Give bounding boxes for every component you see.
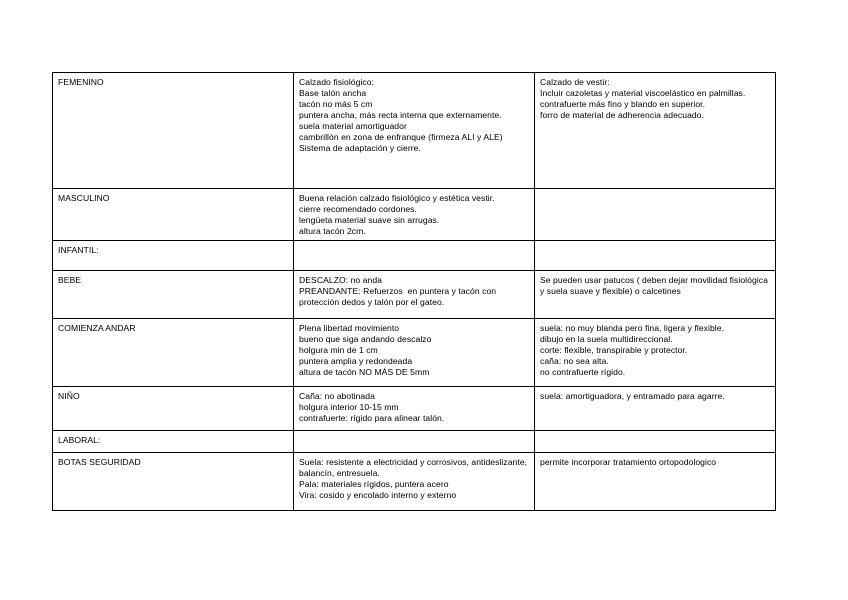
footwear-notes-cell	[535, 453, 776, 511]
category-label: NIÑO	[58, 391, 80, 401]
cell-text-line: Vira: cosido y encolado interno y externo	[299, 490, 457, 500]
cell-text-line: contrafuerte: rígido para alinear talón.	[299, 413, 445, 423]
cell-text-line: Buena relación calzado fisiológico y estética vestir.	[299, 193, 495, 203]
category-cell	[53, 453, 294, 511]
cell-text-line: contrafuerte más fino y blando en superior.	[540, 99, 706, 109]
table-body	[53, 73, 776, 511]
table-row	[53, 271, 776, 319]
category-cell	[53, 271, 294, 319]
category-cell	[53, 431, 294, 453]
footwear-notes-cell	[535, 73, 776, 189]
cell-text-line: Caña: no abotinada	[299, 391, 375, 401]
footwear-features-cell	[294, 271, 535, 319]
category-cell	[53, 387, 294, 431]
cell-text-line: forro de material de adherencia adecuado.	[540, 110, 705, 120]
cell-text-line: no contrafuerte rígido.	[540, 367, 626, 377]
category-label: FEMENINO	[58, 77, 104, 87]
cell-text-line: altura de tacón NO MÁS DE 5mm	[299, 367, 430, 377]
footwear-notes-cell	[535, 431, 776, 453]
footwear-recommendations-table	[52, 72, 776, 511]
cell-text-line: DESCALZO: no anda	[299, 275, 383, 285]
table-row	[53, 453, 776, 511]
cell-text-line: Base talón ancha	[299, 88, 367, 98]
category-cell	[53, 319, 294, 387]
footwear-features-cell	[294, 73, 535, 189]
footwear-notes-cell	[535, 271, 776, 319]
cell-text-line: holgura interior 10-15 mm	[299, 402, 399, 412]
cell-text-line: altura tacón 2cm.	[299, 226, 366, 236]
table-row	[53, 189, 776, 241]
table-row	[53, 73, 776, 189]
footwear-features-cell	[294, 387, 535, 431]
cell-text-line: Se pueden usar patucos ( deben dejar movilidad fisiológica y suela suave y flexible) o calcetines	[540, 275, 771, 296]
footwear-notes-cell	[535, 387, 776, 431]
category-cell	[53, 241, 294, 271]
table-row	[53, 387, 776, 431]
cell-text-line: PREANDANTE: Refuerzos en puntera y tacón con protección dedos y talón por el gateo.	[299, 286, 499, 307]
cell-text-line: suela material amortiguador	[299, 121, 407, 131]
cell-text-line: bueno que siga andando descalzo	[299, 334, 432, 344]
category-cell	[53, 189, 294, 241]
category-label: INFANTIL:	[58, 245, 99, 255]
cell-text-line: puntera ancha, más recta interna que externamente.	[299, 110, 502, 120]
cell-text-line: Calzado fisiológico:	[299, 77, 375, 87]
cell-text-line: corte: flexible, transpirable y protector.	[540, 345, 688, 355]
footwear-notes-cell	[535, 319, 776, 387]
category-label: COMIENZA ANDAR	[58, 323, 136, 333]
cell-text-line: lengüeta material suave sin arrugas.	[299, 215, 440, 225]
footwear-notes-cell	[535, 189, 776, 241]
cell-text-line: holgura min de 1 cm	[299, 345, 378, 355]
cell-text-line: permite incorporar tratamiento ortopodologico	[540, 457, 717, 467]
table-row	[53, 241, 776, 271]
cell-text-line: Incluir cazoletas y material viscoelástico en palmillas.	[540, 88, 746, 98]
cell-text-line: cambrillón en zona de enfranque (firmeza ALI y ALE)	[299, 132, 503, 142]
cell-text-line: Plena libertad movimiento	[299, 323, 400, 333]
footwear-notes-cell	[535, 241, 776, 271]
table-row	[53, 431, 776, 453]
category-label: MASCULINO	[58, 193, 110, 203]
cell-text-line: suela: no muy blanda pero fina, ligera y flexible.	[540, 323, 725, 333]
cell-text-line: Suela: resistente a electricidad y corrosivos, antideslizante, balancín, entresuela.	[299, 457, 530, 478]
cell-text-line: caña: no sea alta.	[540, 356, 609, 366]
category-label: BEBE	[58, 275, 82, 285]
footwear-features-cell	[294, 431, 535, 453]
cell-text-line: dibujo en la suela multidireccional.	[540, 334, 673, 344]
footwear-features-cell	[294, 319, 535, 387]
category-label: LABORAL:	[58, 435, 101, 445]
cell-text-line: Sistema de adaptación y cierre.	[299, 143, 421, 153]
table-row	[53, 319, 776, 387]
cell-text-line: puntera amplia y redondeada	[299, 356, 413, 366]
cell-text-line: suela: amortiguadora, y entramado para agarre.	[540, 391, 725, 401]
footwear-features-cell	[294, 241, 535, 271]
cell-text-line: Calzado de vestir:	[540, 77, 610, 87]
cell-text-line: tacón no más 5 cm	[299, 99, 373, 109]
cell-text-line: Pala: materiales rígidos, puntera acero	[299, 479, 449, 489]
footwear-features-cell	[294, 189, 535, 241]
category-label: BOTAS SEGURIDAD	[58, 457, 141, 467]
category-cell	[53, 73, 294, 189]
cell-text-line: cierre recomendado cordones.	[299, 204, 417, 214]
footwear-features-cell	[294, 453, 535, 511]
